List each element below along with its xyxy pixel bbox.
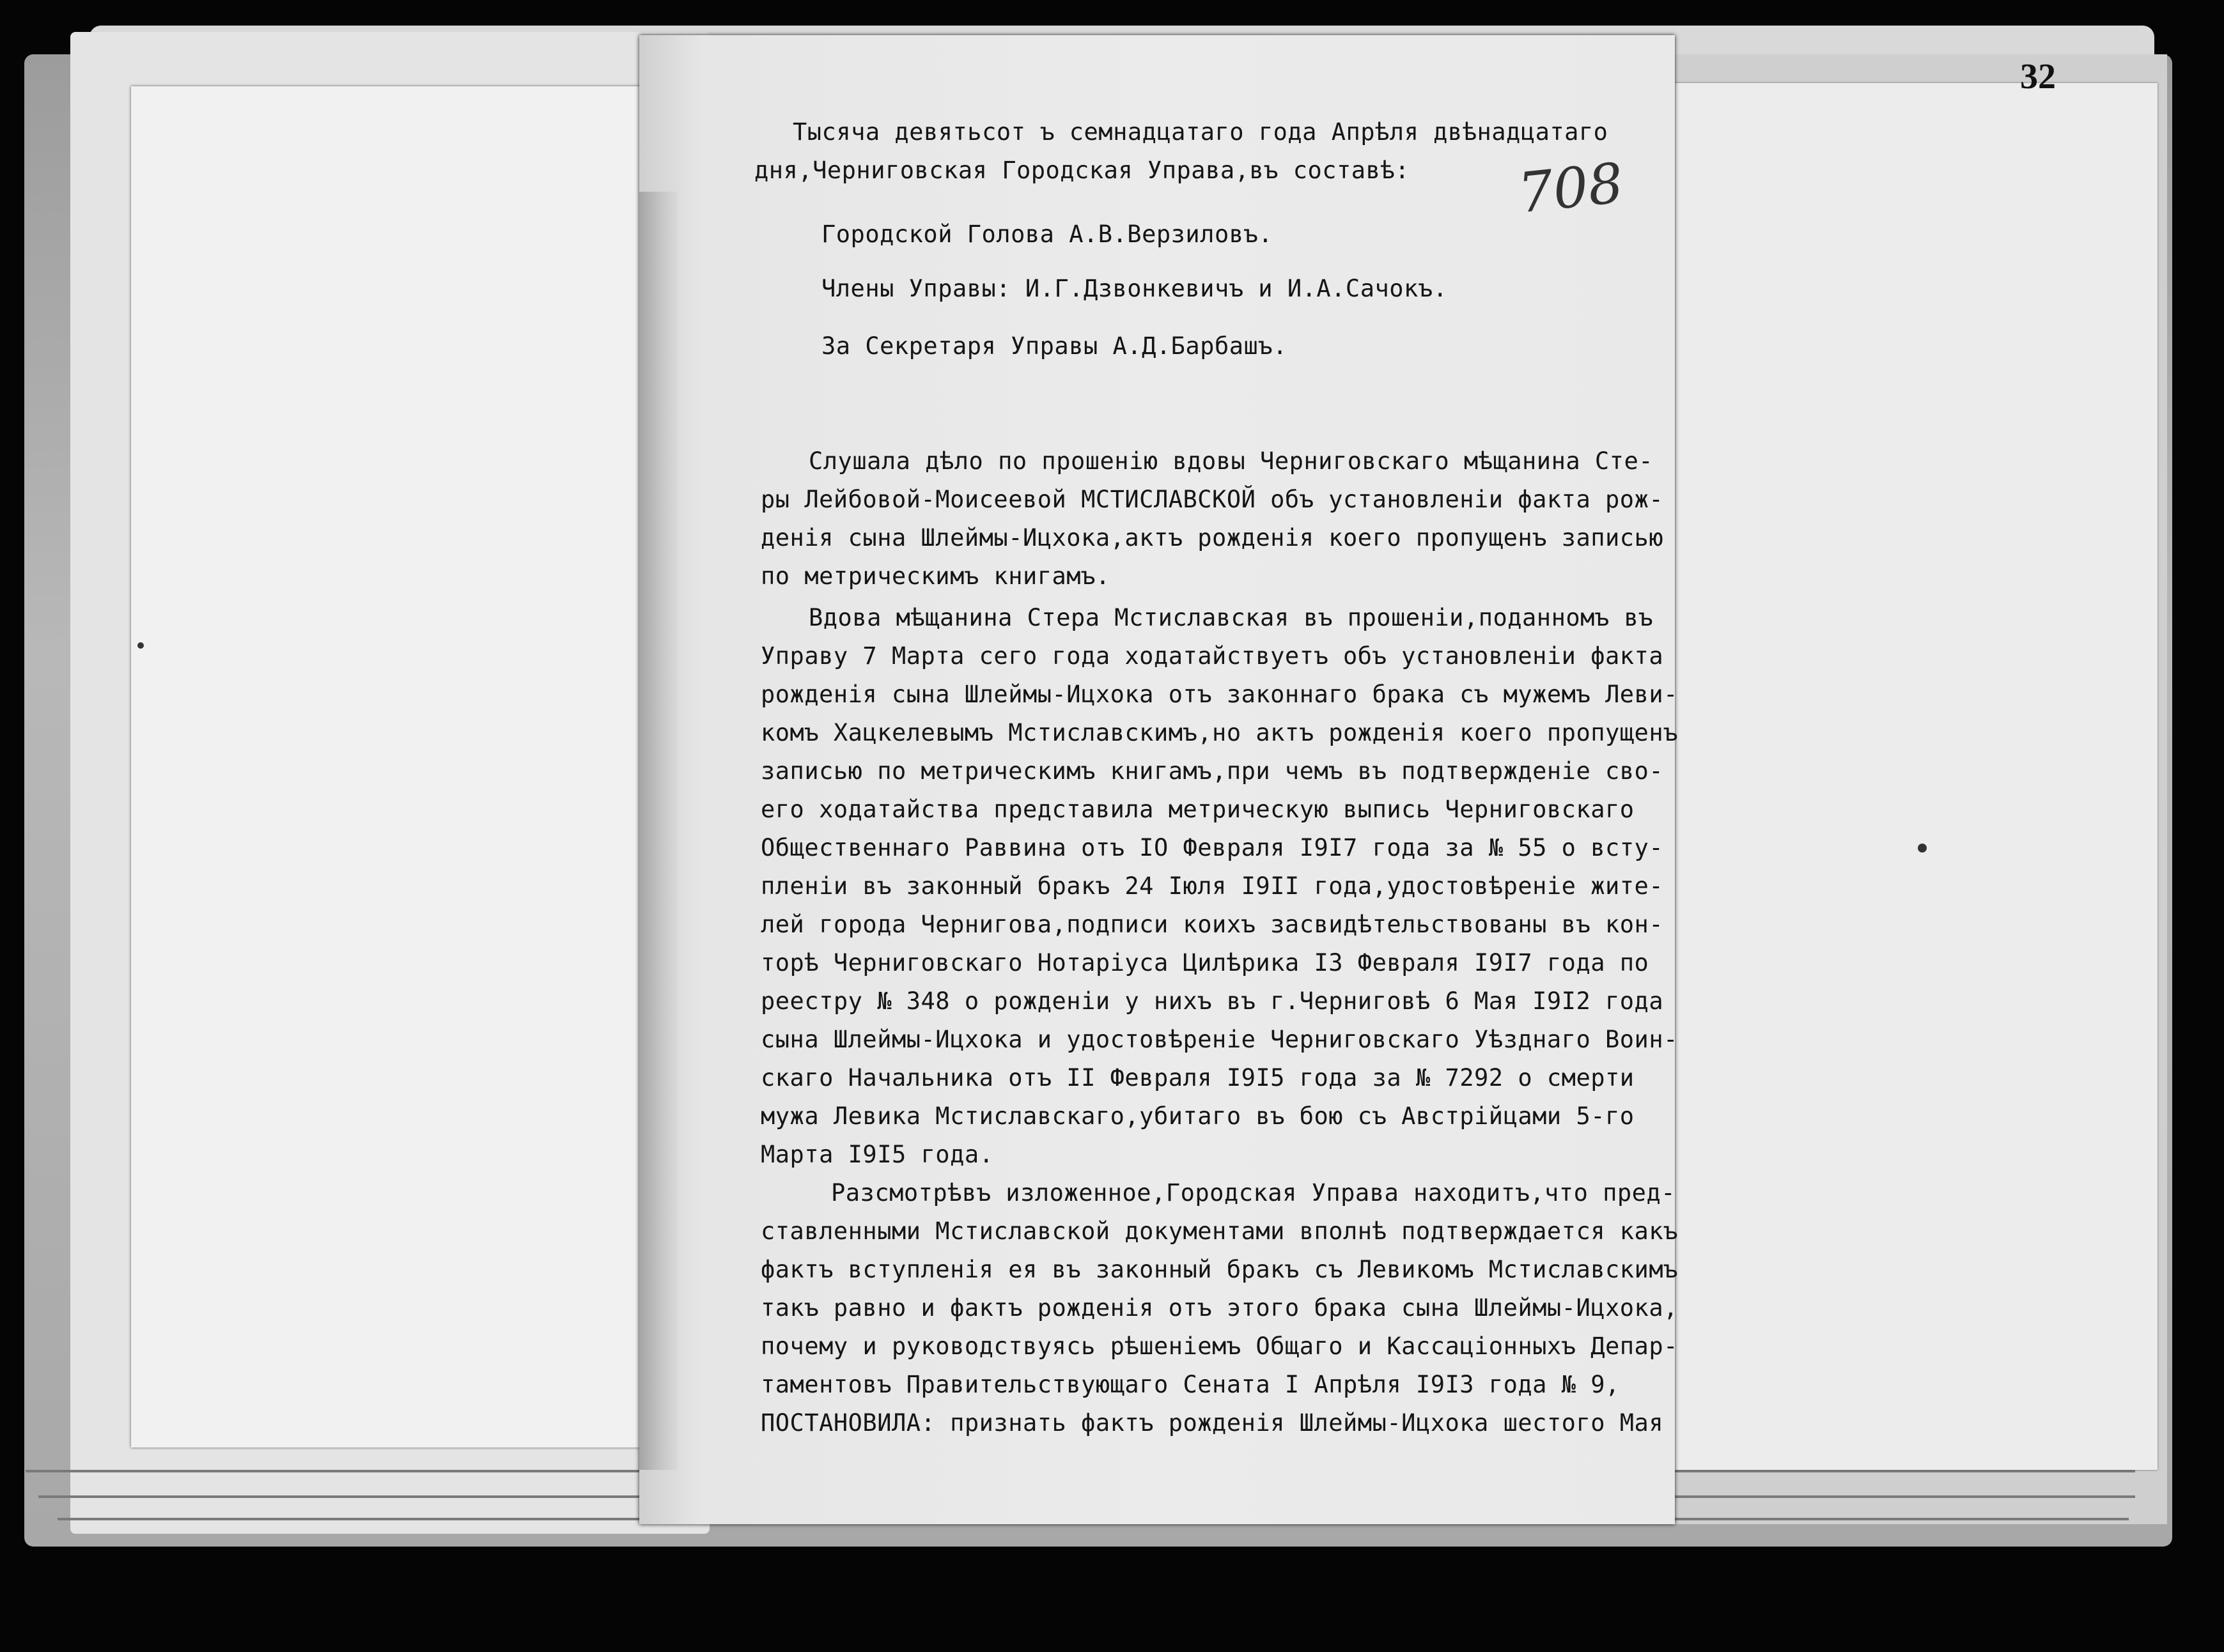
body-line: почему и руководствуясь рѣшенiемъ Общаго и Кассацiонныхъ Депар-: [761, 1332, 1678, 1360]
body-line: рожденiя сына Шлеймы-Ицхока отъ законнаго брака съ мужемъ Леви-: [761, 681, 1678, 708]
body-line: записью по метрическимъ книгамъ,при чемъ въ подтвержденiе сво-: [761, 757, 1664, 785]
body-line: ставленными Мстиславской документами вполнѣ подтверждается какъ: [761, 1217, 1678, 1245]
body-line: Марта I9I5 года.: [761, 1141, 994, 1168]
body-line: ПОСТАНОВИЛА: признать фактъ рожденiя Шлеймы-Ицхока шестого Мая: [761, 1409, 1664, 1437]
body-line: Разсмотрѣвъ изложенное,Городская Управа находитъ,что пред-: [831, 1179, 1676, 1207]
page-number: 32: [2020, 57, 2056, 96]
body-line: денiя сына Шлеймы-Ицхока,актъ рожденiя коего пропущенъ записью: [761, 524, 1664, 552]
body-line: по метрическимъ книгамъ.: [761, 562, 1110, 590]
body-line: лей города Чернигова,подписи коихъ засвидѣтельствованы въ кон-: [761, 911, 1664, 938]
header-line: Члены Управы: И.Г.Дзвонкевичъ и И.А.Сачокъ.: [821, 275, 1448, 302]
body-line: сына Шлеймы-Ицхока и удостовѣренiе Черниговскаго Уѣзднаго Воин-: [761, 1026, 1678, 1053]
body-line: Слушала дѣло по прошенiю вдовы Черниговскаго мѣщанина Сте-: [809, 447, 1654, 475]
body-line: ры Лейбовой-Моисеевой МСТИСЛАВСКОЙ объ установленiи факта рож-: [761, 486, 1664, 513]
body-line: пленiи въ законный бракъ 24 Iюля I9II года,удостовѣренiе жите-: [761, 872, 1664, 900]
body-line: мужа Левика Мстиславскаго,убитаго въ бою съ Австрiйцами 5-го: [761, 1102, 1635, 1130]
body-line: Вдова мѣщанина Стера Мстиславская въ прошенiи,поданномъ въ: [809, 604, 1654, 631]
header-line: Городской Голова А.В.Верзиловъ.: [821, 220, 1273, 248]
body-line: реестру № 348 о рожденiи у нихъ въ г.Черниговѣ 6 Мая I9I2 года: [761, 987, 1664, 1015]
header-line: Тысяча девятьсот ъ семнадцатаго года Апрѣля двѣнадцатаго: [793, 118, 1608, 146]
archive-number: 708: [1515, 151, 1626, 226]
header-line: За Секретаря Управы А.Д.Барбашъ.: [821, 332, 1287, 360]
body-line: торѣ Черниговскаго Нотарiуса Цилѣрика I3 Февраля I9I7 года по: [761, 949, 1649, 977]
document-binding-shadow: [639, 192, 678, 1470]
body-line: его ходатайства представила метрическую выпись Черниговскаго: [761, 796, 1635, 823]
body-line: скаго Начальника отъ II Февраля I9I5 года за № 7292 о смерти: [761, 1064, 1635, 1092]
page-mark: [1918, 844, 1927, 853]
body-line: Общественнаго Раввина отъ IO Февраля I9I7 года за № 55 о всту-: [761, 834, 1664, 861]
right-blank-page: [1672, 83, 2158, 1470]
page-mark: [137, 642, 144, 649]
left-blank-page: [131, 86, 655, 1447]
body-line: такъ равно и фактъ рожденiя отъ этого брака сына Шлеймы-Ицхока,: [761, 1294, 1678, 1322]
body-line: фактъ вступленiя ея въ законный бракъ съ Левикомъ Мстиславскимъ: [761, 1256, 1678, 1283]
header-line: дня,Черниговская Городская Управа,въ составѣ:: [754, 157, 1410, 184]
body-line: комъ Хацкелевымъ Мстиславскимъ,но актъ рожденiя коего пропущенъ: [761, 719, 1678, 746]
body-line: Управу 7 Марта сего года ходатайствуетъ объ установленiи факта: [761, 642, 1664, 670]
body-line: таментовъ Правительствующаго Сената I Апрѣля I9I3 года № 9,: [761, 1371, 1620, 1398]
